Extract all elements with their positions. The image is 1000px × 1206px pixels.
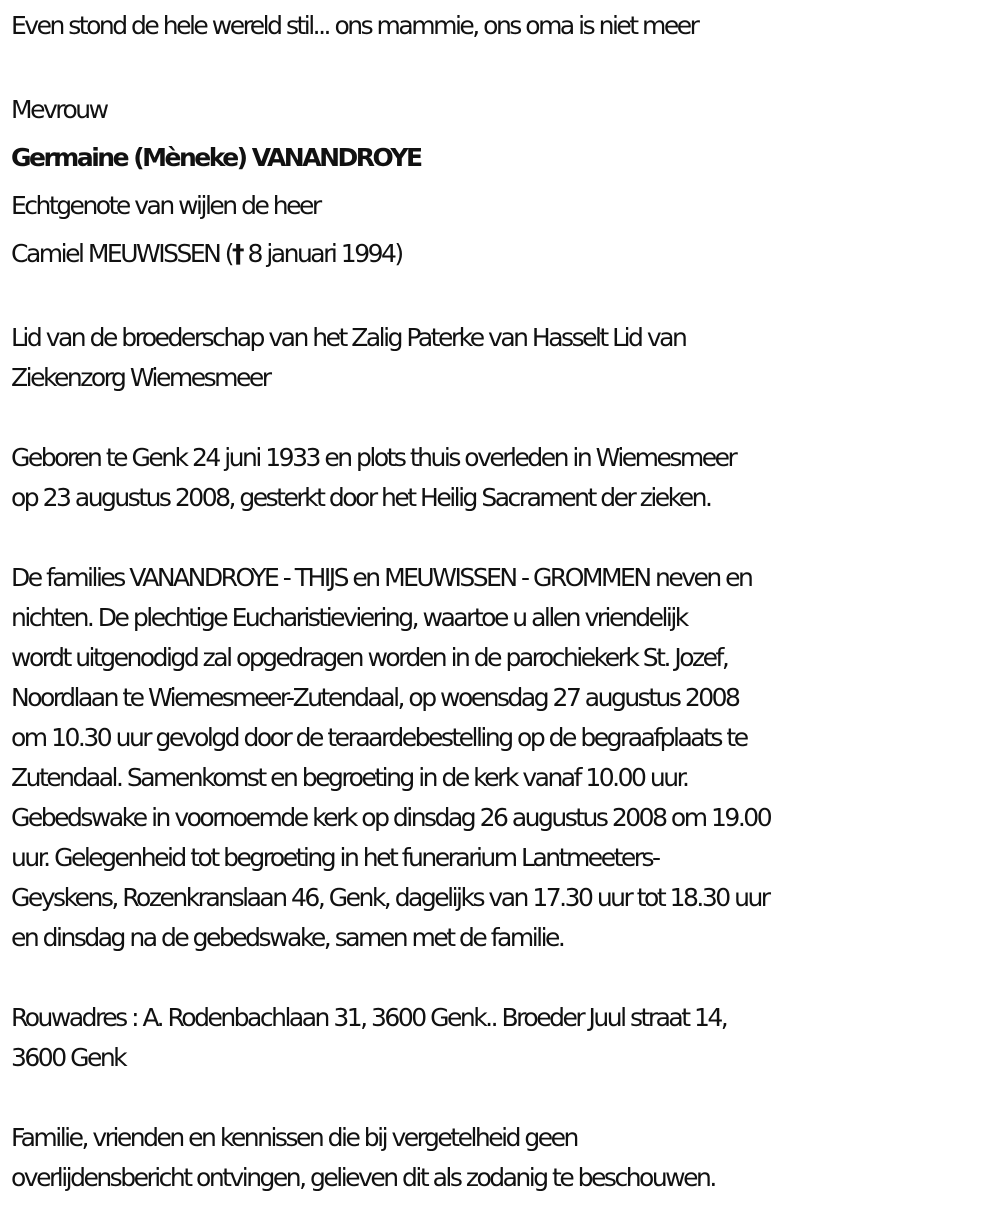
intro-line: Even stond de hele wereld stil... ons mammie, ons oma is niet meer <box>11 11 698 40</box>
name-block <box>11 86 996 278</box>
paragraph-line: wordt uitgenodigd zal opgedragen worden in de parochiekerk St. Jozef, <box>11 643 728 672</box>
spouse-line-2 <box>11 230 996 278</box>
paragraph-line: Rouwadres : A. Rodenbachlaan 31, 3600 Genk.. Broeder Juul straat 14, <box>11 1003 727 1032</box>
paragraph-line: Lid van de broederschap van het Zalig Paterke van Hasselt Lid van <box>11 323 686 352</box>
spacer <box>11 1078 996 1118</box>
paragraph-line: Familie, vrienden en kennissen die bij vergetelheid geen <box>11 1123 577 1152</box>
spacer <box>11 46 996 86</box>
membership-paragraph <box>11 318 996 398</box>
address-paragraph <box>11 998 996 1078</box>
paragraph-line: en dinsdag na de gebedswake, samen met de familie. <box>11 923 564 952</box>
birth-death-paragraph <box>11 438 996 518</box>
spacer <box>11 518 996 558</box>
paragraph-line: Geboren te Genk 24 juni 1933 en plots thuis overleden in Wiemesmeer <box>11 443 736 472</box>
paragraph-line: nichten. De plechtige Eucharistieviering, waartoe u allen vriendelijk <box>11 603 687 632</box>
paragraph-line: Gebedswake in voornoemde kerk op dinsdag 26 augustus 2008 om 19.00 <box>11 803 771 832</box>
cross-icon: † <box>232 239 243 268</box>
spacer <box>11 278 996 318</box>
paragraph-line: Zutendaal. Samenkomst en begroeting in de kerk vanaf 10.00 uur. <box>11 763 688 792</box>
title-mevrouw: Mevrouw <box>11 95 107 124</box>
paragraph-line: overlijdensbericht ontvingen, gelieven dit als zodanig te beschouwen. <box>11 1163 715 1192</box>
paragraph-line: uur. Gelegenheid tot begroeting in het funerarium Lantmeeters- <box>11 843 659 872</box>
deceased-name: Germaine (Mèneke) VANANDROYE <box>11 143 421 172</box>
families-ceremony-paragraph <box>11 558 996 958</box>
obituary-notice <box>11 6 996 1198</box>
paragraph-line: 3600 Genk <box>11 1043 126 1072</box>
closing-paragraph <box>11 1118 996 1198</box>
paragraph-line: Geyskens, Rozenkranslaan 46, Genk, dagelijks van 17.30 uur tot 18.30 uur <box>11 883 769 912</box>
spouse-name: Camiel MEUWISSEN ( <box>11 239 233 268</box>
paragraph-line: om 10.30 uur gevolgd door de teraardebestelling op de begraafplaats te <box>11 723 747 752</box>
spouse-line-1: Echtgenote van wijlen de heer <box>11 191 320 220</box>
paragraph-line: Ziekenzorg Wiemesmeer <box>11 363 270 392</box>
spacer <box>11 958 996 998</box>
spacer <box>11 398 996 438</box>
paragraph-line: De families VANANDROYE - THIJS en MEUWISSEN - GROMMEN neven en <box>11 563 752 592</box>
paragraph-line: op 23 augustus 2008, gesterkt door het Heilig Sacrament der zieken. <box>11 483 711 512</box>
spouse-death-date: 8 januari 1994) <box>242 239 402 268</box>
paragraph-line: Noordlaan te Wiemesmeer-Zutendaal, op woensdag 27 augustus 2008 <box>11 683 739 712</box>
